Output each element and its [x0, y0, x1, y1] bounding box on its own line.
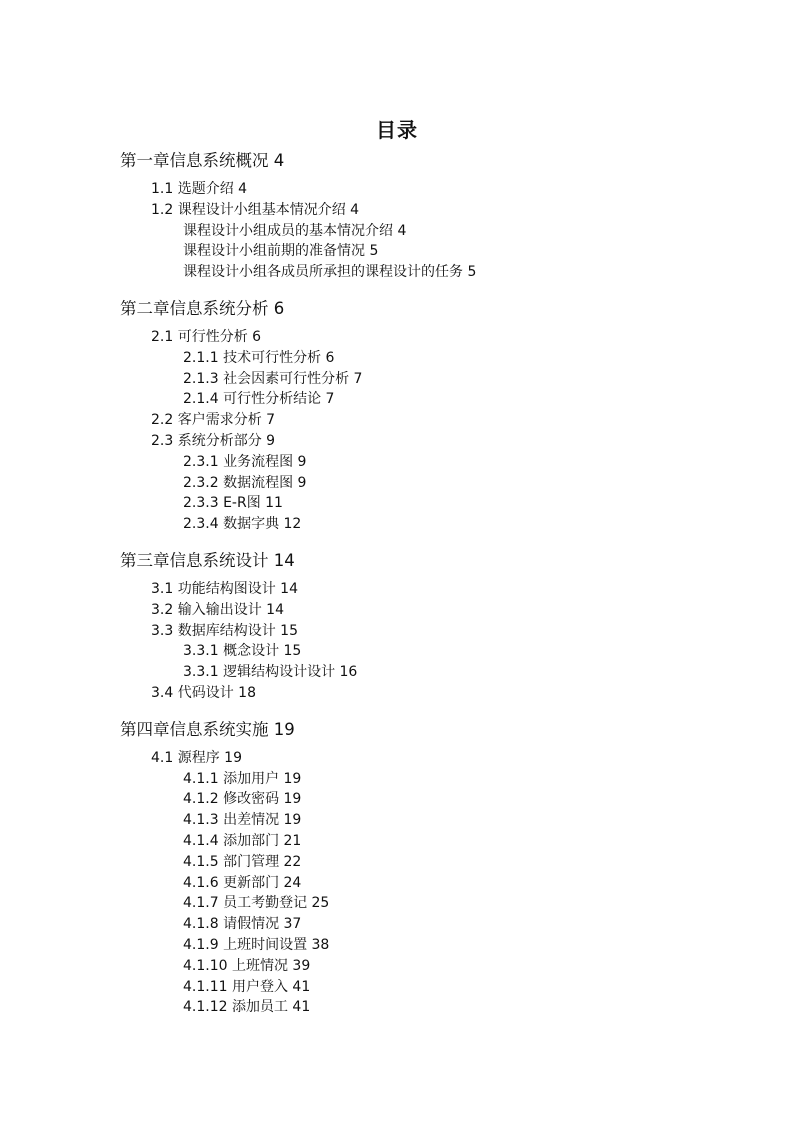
toc-section-entry[interactable]: 2.3.3 E-R图 11: [183, 495, 283, 512]
toc-section-entry[interactable]: 3.2 输入输出设计 14: [151, 601, 284, 618]
toc-section-entry[interactable]: 3.3 数据库结构设计 15: [151, 622, 298, 639]
toc-section-entry[interactable]: 4.1 源程序 19: [151, 749, 242, 766]
toc-section-entry[interactable]: 3.1 功能结构图设计 14: [151, 580, 298, 597]
toc-section-entry[interactable]: 2.3.4 数据字典 12: [183, 516, 302, 533]
toc-section-entry[interactable]: 1.1 选题介绍 4: [151, 181, 248, 197]
toc-section-entry[interactable]: 3.3.1 概念设计 15: [183, 643, 302, 660]
toc-section-entry[interactable]: 2.3 系统分析部分 9: [151, 432, 276, 449]
toc-section-entry[interactable]: 2.2 客户需求分析 7: [151, 412, 276, 429]
toc-section-entry[interactable]: 4.1.6 更新部门 24: [183, 874, 302, 891]
toc-section-entry[interactable]: 4.1.1 添加用户 19: [183, 770, 302, 787]
toc-title: 目录: [376, 118, 418, 143]
toc-section-entry[interactable]: 4.1.5 部门管理 22: [183, 853, 302, 870]
toc-section-entry[interactable]: 4.1.3 出差情况 19: [183, 812, 302, 829]
toc-section-entry[interactable]: 4.1.7 员工考勤登记 25: [183, 895, 330, 912]
toc-section-entry[interactable]: 4.1.9 上班时间设置 38: [183, 936, 330, 953]
toc-section-entry[interactable]: 课程设计小组成员的基本情况介绍 4: [183, 222, 407, 239]
toc-section-entry[interactable]: 4.1.4 添加部门 21: [183, 832, 302, 849]
toc-section-entry[interactable]: 课程设计小组前期的准备情况 5: [183, 243, 379, 260]
toc-section-entry[interactable]: 2.1.3 社会因素可行性分析 7: [183, 370, 363, 387]
toc-section-entry[interactable]: 4.1.8 请假情况 37: [183, 916, 302, 933]
toc-chapter-entry[interactable]: 第四章信息系统实施 19: [120, 719, 295, 739]
toc-section-entry[interactable]: 1.2 课程设计小组基本情况介绍 4: [151, 201, 360, 218]
toc-chapter-entry[interactable]: 第一章信息系统概况 4: [120, 151, 285, 170]
toc-section-entry[interactable]: 4.1.2 修改密码 19: [183, 791, 302, 808]
toc-section-entry[interactable]: 2.1.4 可行性分析结论 7: [183, 391, 335, 408]
toc-chapter-entry[interactable]: 第三章信息系统设计 14: [120, 550, 295, 570]
toc-section-entry[interactable]: 2.3.1 业务流程图 9: [183, 453, 307, 470]
toc-list: [120, 146, 740, 1018]
toc-section-entry[interactable]: 4.1.10 上班情况 39: [183, 957, 311, 974]
toc-section-entry[interactable]: 2.1.1 技术可行性分析 6: [183, 349, 335, 366]
toc-section-entry[interactable]: 3.4 代码设计 18: [151, 684, 256, 701]
toc-section-entry[interactable]: 4.1.11 用户登入 41: [183, 978, 311, 995]
toc-section-entry[interactable]: 课程设计小组各成员所承担的课程设计的任务 5: [183, 264, 477, 281]
toc-section-entry[interactable]: 2.1 可行性分析 6: [151, 328, 262, 345]
toc-section-entry[interactable]: 2.3.2 数据流程图 9: [183, 474, 307, 491]
toc-section-entry[interactable]: 4.1.12 添加员工 41: [183, 999, 311, 1016]
toc-chapter-entry[interactable]: 第二章信息系统分析 6: [120, 298, 285, 318]
toc-section-entry[interactable]: 3.3.1 逻辑结构设计设计 16: [183, 664, 358, 681]
